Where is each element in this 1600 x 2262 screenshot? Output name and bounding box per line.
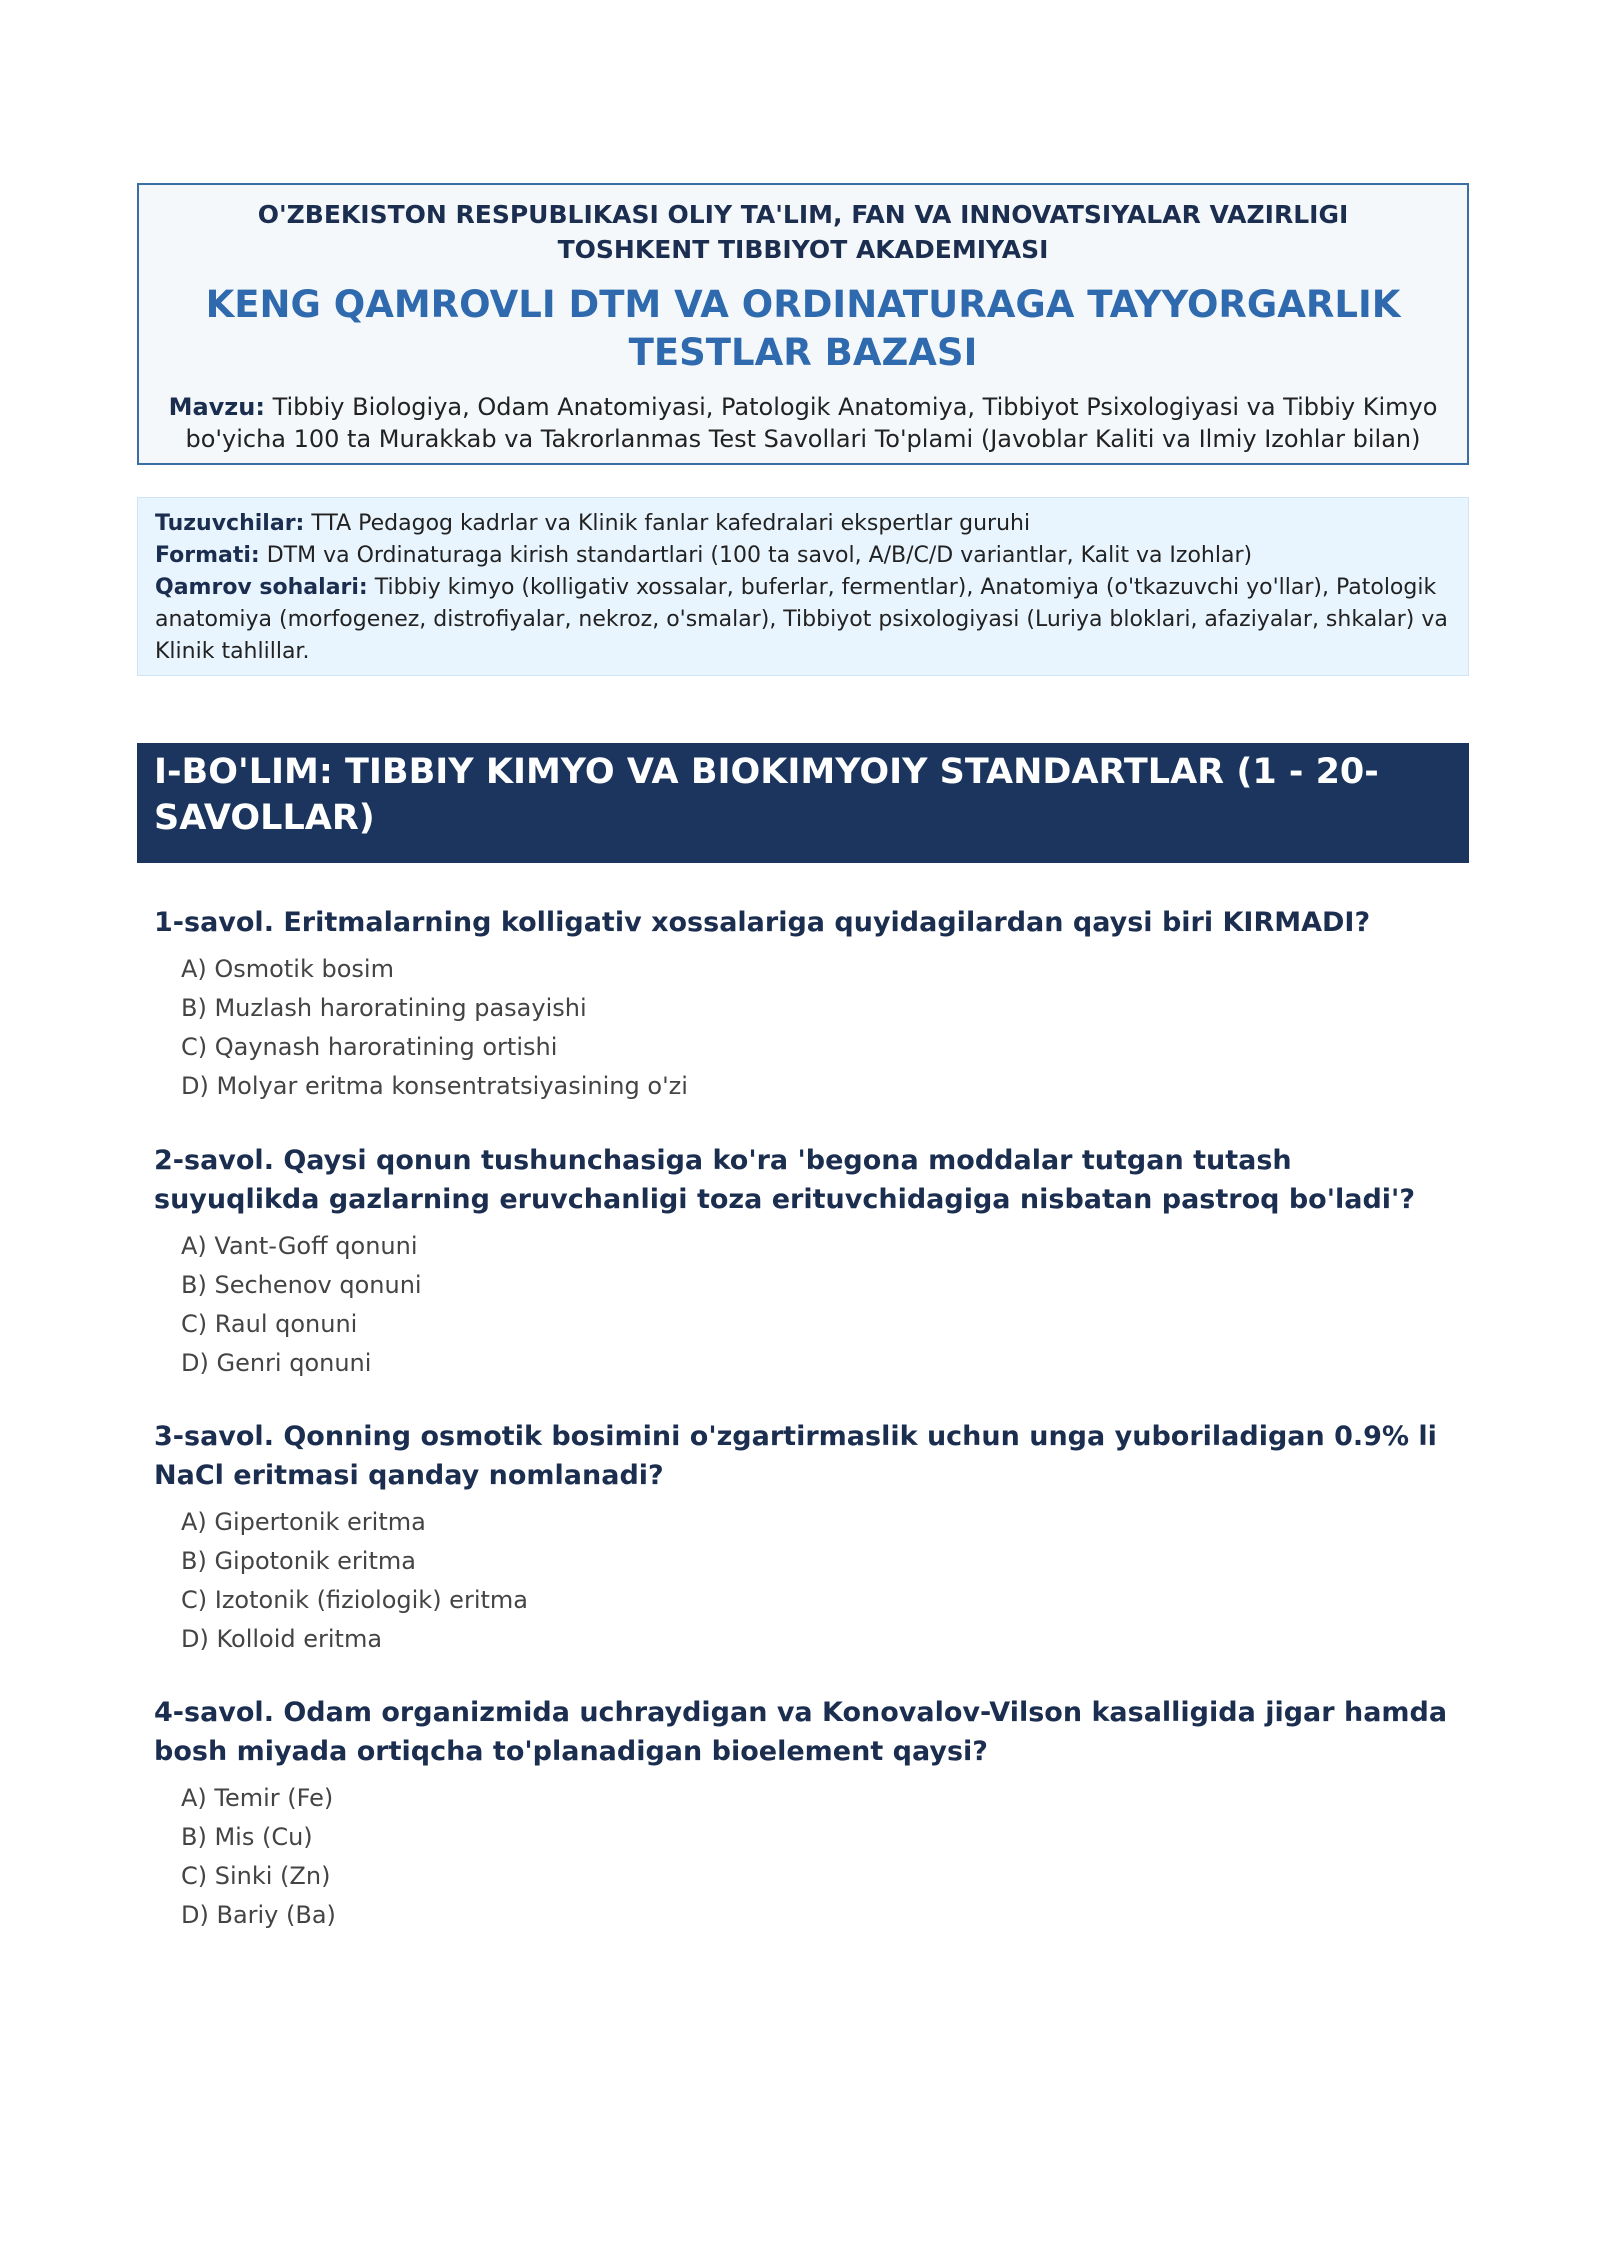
option-b: B) Sechenov qonuni [181, 1271, 422, 1299]
academy-line: TOSHKENT TIBBIYOT AKADEMIYASI [557, 235, 1049, 264]
answer-options [154, 1779, 1464, 1935]
format-label: Formati: [155, 543, 260, 568]
ministry-line: O'ZBEKISTON RESPUBLIKASI OLIY TA'LIM, FAN VA INNOVATSIYALAR VAZIRLIGI [257, 200, 1349, 229]
option-a: A) Temir (Fe) [181, 1784, 334, 1812]
authors-text: TTA Pedagog kadrlar va Klinik fanlar kafedralari ekspertlar guruhi [311, 511, 1031, 536]
title-header-box [137, 183, 1469, 465]
option-c: C) Sinki (Zn) [181, 1862, 331, 1890]
answer-options [154, 1503, 1464, 1659]
option-c: C) Izotonik (fiziologik) eritma [181, 1586, 528, 1614]
option-a: A) Vant-Goff qonuni [181, 1232, 418, 1260]
question-text: 1-savol. Eritmalarning kolligativ xossalariga quyidagilardan qaysi biri KIRMADI? [154, 907, 1371, 938]
scope-label: Qamrov sohalari: [155, 575, 368, 600]
ministry-heading [139, 197, 1467, 267]
option-d: D) Molyar eritma konsentratsiyasining o'zi [181, 1072, 688, 1100]
subject-label: Mavzu: [168, 393, 265, 421]
subject-paragraph [139, 391, 1467, 455]
format-line [155, 540, 1451, 572]
option-d: D) Kolloid eritma [181, 1625, 383, 1653]
section-header: I-BO'LIM: TIBBIY KIMYO VA BIOKIMYOIY STANDARTLAR (1 - 20-SAVOLLAR) [137, 743, 1469, 863]
info-box [137, 497, 1469, 676]
option-a: A) Gipertonik eritma [181, 1508, 426, 1536]
scope-text: Tibbiy kimyo (kolligativ xossalar, buferlar, fermentlar), Anatomiya (o'tkazuvchi yo'llar), Patologik anatomiya (morfogenez, distrofiyalar, nekroz, o'smalar), Tibbiyot psixologiyasi (Luriya bloklari, afaziyalar, shkalar) va Klinik tahlillar. [155, 575, 1448, 664]
option-d: D) Bariy (Ba) [181, 1901, 336, 1929]
option-b: B) Muzlash haroratining pasayishi [181, 994, 587, 1022]
question-3 [154, 1417, 1464, 1659]
option-b: B) Gipotonik eritma [181, 1547, 416, 1575]
question-4 [154, 1693, 1464, 1935]
question-text: 3-savol. Qonning osmotik bosimini o'zgartirmaslik uchun unga yuboriladigan 0.9% li NaCl eritmasi qanday nomlanadi? [154, 1421, 1437, 1491]
option-c: C) Raul qonuni [181, 1310, 358, 1338]
question-2 [154, 1141, 1464, 1383]
question-1 [154, 903, 1464, 1106]
answer-options [154, 950, 1464, 1106]
question-text: 2-savol. Qaysi qonun tushunchasiga ko'ra 'begona moddalar tutgan tutash suyuqlikda gazlarning eruvchanligi toza erituvchidagiga nisbatan pastroq bo'ladi'? [154, 1145, 1415, 1215]
option-b: B) Mis (Cu) [181, 1823, 313, 1851]
authors-label: Tuzuvchilar: [155, 511, 305, 536]
format-text: DTM va Ordinaturaga kirish standartlari (100 ta savol, A/B/C/D variantlar, Kalit va Izohlar) [266, 543, 1253, 568]
option-a: A) Osmotik bosim [181, 955, 394, 983]
subject-text: Tibbiy Biologiya, Odam Anatomiyasi, Patologik Anatomiya, Tibbiyot Psixologiyasi va Tibbiy Kimyo bo'yicha 100 ta Murakkab va Takrorlanmas Test Savollari To'plami (Javoblar Kaliti va Ilmiy Izohlar bilan) [185, 393, 1438, 453]
option-d: D) Genri qonuni [181, 1349, 372, 1377]
scope-line [155, 572, 1451, 668]
question-text: 4-savol. Odam organizmida uchraydigan va Konovalov-Vilson kasalligida jigar hamda bosh miyada ortiqcha to'planadigan bioelement qaysi? [154, 1697, 1448, 1767]
option-c: C) Qaynash haroratining ortishi [181, 1033, 558, 1061]
document-title: KENG QAMROVLI DTM VA ORDINATURAGA TAYYORGARLIK TESTLAR BAZASI [205, 283, 1401, 374]
authors-line [155, 508, 1451, 540]
answer-options [154, 1227, 1464, 1383]
